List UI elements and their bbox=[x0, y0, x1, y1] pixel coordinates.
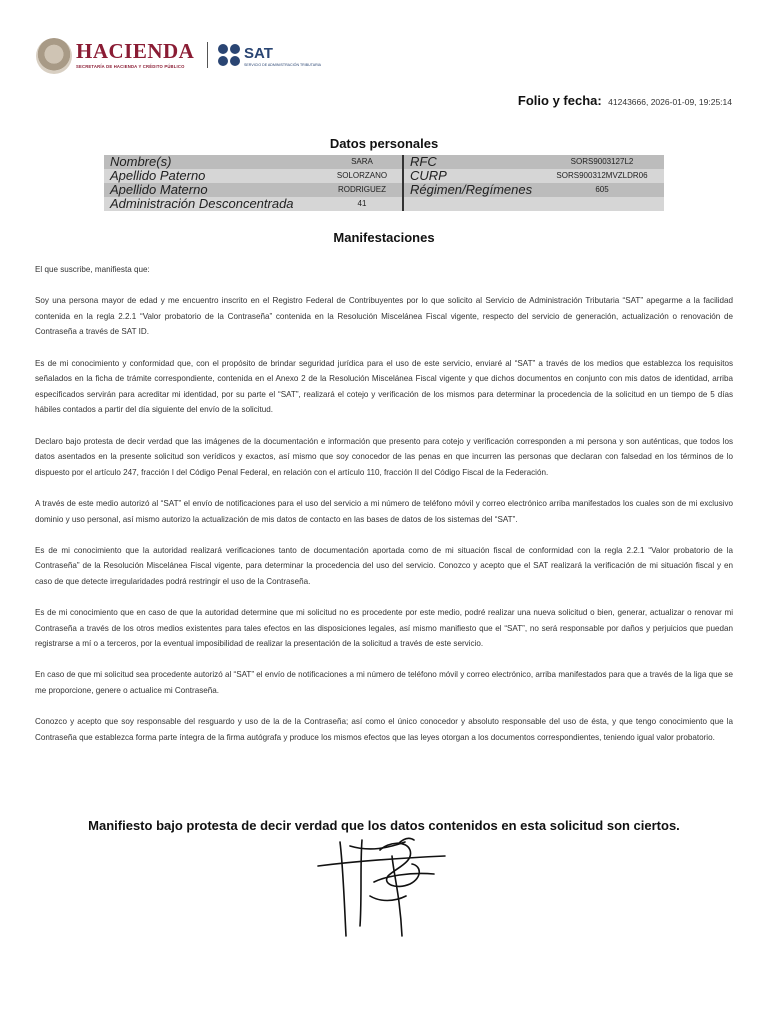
field-label: Apellido Materno bbox=[104, 183, 322, 197]
field-value bbox=[540, 197, 664, 211]
paragraph: Es de mi conocimiento y conformidad que, con el propósito de brindar seguridad jurídica para el uso de este servicio, enviaré al “SAT” a través de los medios que establezca los requisitos señalados en la ficha de trámite correspondiente, contenida en el Anexo 2 de la Resolución Miscelánea Fiscal vigente y que dichos documentos en conjunto con mis datos de identidad, arriba especificados servirán para acreditar mi identidad, por su parte el “SAT”, realizará el cotejo y verificación de los mismos para determinar la procedencia de la solicitud en un tiempo de 5 días hábiles contados a partir del día siguiente del envío de la solicitud. bbox=[35, 358, 733, 415]
field-value: RODRIGUEZ bbox=[322, 183, 402, 197]
field-label: Nombre(s) bbox=[104, 155, 322, 169]
field-label: Administración Desconcentrada bbox=[104, 197, 322, 211]
field-value: SOLORZANO bbox=[322, 169, 402, 183]
datos-personales-title: Datos personales bbox=[329, 136, 439, 151]
logo-divider bbox=[207, 42, 208, 68]
field-value: 41 bbox=[322, 197, 402, 211]
field-label bbox=[404, 197, 540, 211]
paragraph: Declaro bajo protesta de decir verdad que las imágenes de la documentación e información que presento para cotejo y verificación corresponden a mi persona y son auténticas, que todos los datos asentados en la presente solicitud son verídicos y exactos, así mismo que soy conocedor de las penas en que incurren las personas que declaran con falsedad en los términos de lo dispuesto por el artículo 247, fracción I del Código Penal Federal, en relación con el artículo 110, fracción II del Código Fiscal de la Federación. bbox=[35, 436, 733, 477]
sat-logo bbox=[218, 42, 338, 70]
hacienda-logo-text: HACIENDA bbox=[76, 39, 195, 63]
field-label: CURP bbox=[404, 169, 540, 183]
sat-logo-text: SAT bbox=[244, 45, 273, 62]
paragraph: Conozco y acepto que soy responsable del resguardo y uso de la de la Contraseña; así como el único conocedor y absoluto responsable del uso de ésta, y que tengo conocimiento que la Contraseña que establezca forma parte íntegra de la firma autógrafa y produce los mismos efectos que las leyes otorgan a los documentos correspondientes, teniendo igual valor probatorio. bbox=[35, 717, 733, 742]
folio-value: 41243666, 2026-01-09, 19:25:14 bbox=[608, 97, 732, 107]
field-label: RFC bbox=[404, 155, 540, 169]
table-row bbox=[104, 197, 664, 211]
table-row bbox=[104, 169, 664, 183]
personal-data-table bbox=[104, 155, 664, 211]
paragraph: El que suscribe, manifiesta que: bbox=[35, 265, 150, 274]
manifestaciones-body bbox=[35, 262, 733, 761]
sat-dots-icon bbox=[218, 44, 242, 68]
field-value: SARA bbox=[322, 155, 402, 169]
manifestaciones-title: Manifestaciones bbox=[333, 230, 435, 245]
paragraph: En caso de que mi solicitud sea procedente autorizó al “SAT” el envío de notificaciones a mi número de teléfono móvil y correo electrónico, arriba manifestados para que a través de la liga que se me proporcione, genere o actualice mi Contraseña. bbox=[35, 670, 733, 696]
table-row bbox=[104, 183, 664, 197]
declaration-statement: Manifiesto bajo protesta de decir verdad que los datos contenidos en esta solicitud son ciertos. bbox=[88, 818, 680, 833]
field-value: 605 bbox=[540, 183, 664, 197]
hacienda-logo-subtitle: SECRETARÍA DE HACIENDA Y CRÉDITO PÚBLICO bbox=[76, 64, 185, 69]
field-label: Régimen/Regímenes bbox=[404, 183, 540, 197]
hacienda-logo bbox=[36, 38, 196, 76]
paragraph: A través de este medio autorizó al “SAT” el envío de notificaciones para el uso del servicio a mi número de teléfono móvil y correo electrónico arriba manifestados los cuales son de mi exclusivo dominio y uso personal, así mismo autorizo la actualización de mis datos de contacto en las bases de datos de los sistemas del “SAT”. bbox=[35, 498, 733, 524]
sat-logo-subtitle: SERVICIO DE ADMINISTRACIÓN TRIBUTARIA bbox=[244, 63, 322, 67]
folio-label: Folio y fecha: bbox=[517, 93, 602, 108]
eagle-emblem-icon bbox=[36, 38, 72, 74]
paragraph: Es de mi conocimiento que la autoridad realizará verificaciones tanto de documentación aportada como de mi situación fiscal de conformidad con la regla 2.2.1 “Valor probatorio de la Contraseña” de la Resolución Miscelánea Fiscal vigente, para determinar la procedencia del uso del servicio. Conozco y acepto que el SAT realizará la verificación de mi situación fiscal y en caso de que detecte irregularidades podrá restringir el uso de la Contraseña. bbox=[35, 545, 733, 586]
field-value: SORS9003127L2 bbox=[540, 155, 664, 169]
field-label: Apellido Paterno bbox=[104, 169, 322, 183]
paragraph: Soy una persona mayor de edad y me encuentro inscrito en el Registro Federal de Contribuyentes por lo que solicito al Servicio de Administración Tributaria “SAT” apegarme a la facilidad contenida en la regla 2.2.1 “Valor probatorio de la Contraseña” contenida en la Resolución Miscelánea Fiscal vigente, respecto del servicio de generación, actualización o renovación de Contraseña a través de SAT ID. bbox=[35, 296, 733, 337]
field-value: SORS900312MVZLDR06 bbox=[540, 169, 664, 183]
folio-line bbox=[518, 92, 732, 110]
handwritten-signature bbox=[310, 836, 450, 941]
paragraph: Es de mi conocimiento que en caso de que la autoridad determine que mi solicitud no es procedente por este medio, podré realizar una nueva solicitud o bien, generar, actualizar o renovar mi Contraseña a través de los otros medios existentes para tales efectos en las disposiciones legales, así mismo manifiesto que el “SAT”, no será responsable por daños y perjuicios que puedan registrarse a mí o a terceros, por la eventual imposibilidad de realizar la presentación de la solicitud a través de este servicio. bbox=[35, 608, 733, 649]
table-row bbox=[104, 155, 664, 169]
